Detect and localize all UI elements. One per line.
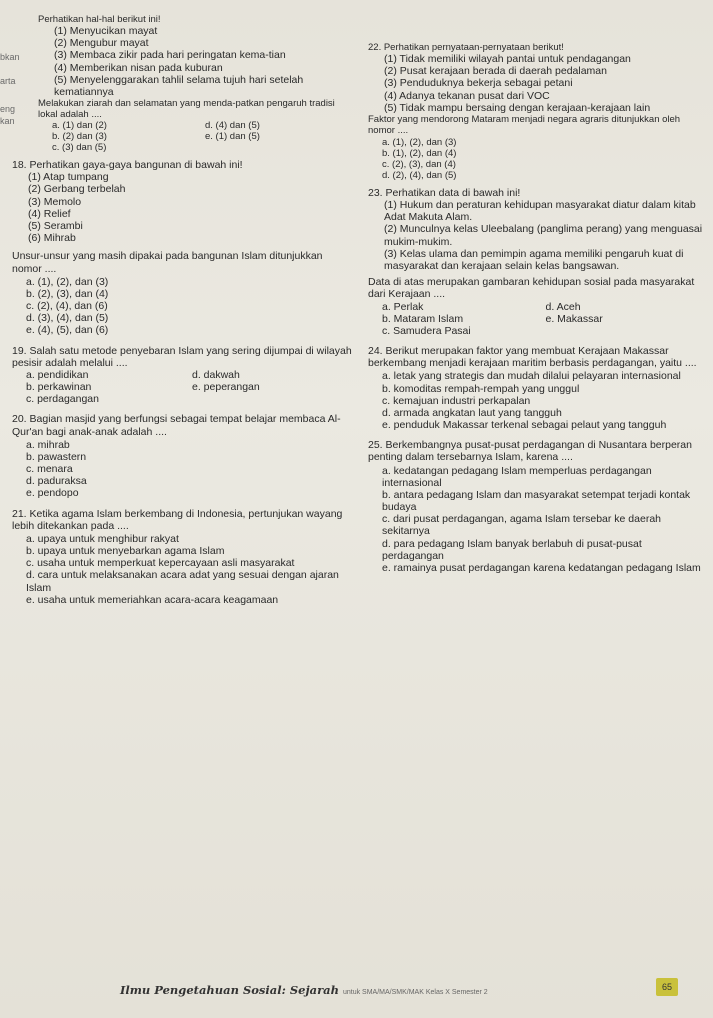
answer-option[interactable]: a. (1) dan (2) xyxy=(52,120,107,132)
answer-option[interactable]: d. cara untuk melaksanakan acara adat yang sesuai dengan ajaran Islam xyxy=(26,569,339,594)
margin-fragment: arta xyxy=(0,76,16,86)
answer-option[interactable]: b. (1), (2), dan (4) xyxy=(382,147,457,159)
statement-item: (2) Pusat kerajaan berada di daerah pedalaman xyxy=(384,65,607,78)
answer-option[interactable]: b. pawastern xyxy=(26,450,87,463)
answer-option[interactable]: d. dakwah xyxy=(192,368,240,381)
answer-option[interactable]: b. (2) dan (3) xyxy=(52,131,107,143)
answer-option[interactable]: a. letak yang strategis dan mudah dilalui pelayaran internasional xyxy=(382,370,681,383)
question-20 xyxy=(12,413,352,499)
answer-option[interactable]: a. pendidikan xyxy=(26,368,89,381)
building-item: (5) Serambi xyxy=(28,219,83,232)
building-item: (3) Memolo xyxy=(28,195,82,208)
answer-option[interactable]: c. (2), (4), dan (6) xyxy=(26,300,108,313)
building-item: (1) Atap tumpang xyxy=(28,171,109,184)
question-text: 23. Perhatikan data di bawah ini! xyxy=(368,186,521,199)
left-column xyxy=(12,14,352,610)
statement-item: (1) Tidak memiliki wilayah pantai untuk pendagangan xyxy=(384,53,631,66)
answer-option[interactable]: d. (3), (4), dan (5) xyxy=(26,312,109,325)
statement-item: (4) Adanya tekanan pusat dari VOC xyxy=(384,89,550,102)
answer-option[interactable]: c. (2), (3), dan (4) xyxy=(382,158,456,170)
question-25 xyxy=(368,439,703,574)
building-item: (2) Gerbang terbelah xyxy=(28,183,126,196)
answer-option[interactable]: a. (1), (2), dan (3) xyxy=(26,275,109,288)
answer-option[interactable]: c. Samudera Pasai xyxy=(382,324,471,337)
answer-option[interactable]: c. perdagangan xyxy=(26,393,99,406)
question-19 xyxy=(12,345,352,406)
answer-option[interactable]: d. (4) dan (5) xyxy=(205,120,260,132)
margin-fragment: bkan xyxy=(0,52,20,62)
question-text: Perhatikan hal-hal berikut ini! xyxy=(38,14,161,25)
question-21 xyxy=(12,508,352,606)
question-text: 19. Salah satu metode penyebaran Islam yang sering dijumpai di wilayah pesisir adalah melalui .... xyxy=(12,344,352,369)
question-text: 24. Berikut merupakan faktor yang membuat Kerajaan Makassar berkembang menjadi kerajaan maritim berbasis perdagangan, yaitu .... xyxy=(368,345,697,370)
page-number: 65 xyxy=(656,978,678,996)
answer-option[interactable]: c. dari pusat perdagangan, agama Islam tersebar ke daerah sekitarnya xyxy=(382,513,662,538)
statement-item: (3) Membaca zikir pada hari peringatan kema-tian xyxy=(54,49,286,62)
answer-option[interactable]: e. Makassar xyxy=(545,312,603,325)
answer-option[interactable]: e. ramainya pusat perdagangan karena kedatangan pedagang Islam xyxy=(382,561,701,574)
page-footer xyxy=(120,983,650,997)
answer-option[interactable]: d. armada angkatan laut yang tangguh xyxy=(382,406,562,419)
answer-option[interactable]: c. usaha untuk memperkuat kepercayaan asli masyarakat xyxy=(26,557,295,570)
question-text: 21. Ketika agama Islam berkembang di Indonesia, pertunjukan wayang lebih ditekankan pada .... xyxy=(12,507,343,532)
book-subtitle: untuk SMA/MA/SMK/MAK Kelas X Semester 2 xyxy=(342,989,488,996)
answer-option[interactable]: a. kedatangan pedagang Islam memperluas perdagangan internasional xyxy=(382,464,652,489)
answer-option[interactable]: e. pendopo xyxy=(26,487,79,500)
question-prompt: Faktor yang mendorong Mataram menjadi negara agraris ditunjukkan oleh nomor .... xyxy=(368,113,681,136)
margin-fragment: kan xyxy=(0,116,15,126)
answer-option[interactable]: c. kemajuan industri perkapalan xyxy=(382,394,531,407)
margin-fragment: eng xyxy=(0,104,16,114)
answer-option[interactable]: e. (4), (5), dan (6) xyxy=(26,324,109,337)
statement-item: (4) Memberikan nisan pada kuburan xyxy=(54,61,223,74)
statement-item: (1) Menyucikan mayat xyxy=(54,25,158,38)
question-18 xyxy=(12,159,352,336)
answer-option[interactable]: e. penduduk Makassar terkenal sebagai pelaut yang tangguh xyxy=(382,419,667,432)
question-17 xyxy=(38,14,352,153)
answer-option[interactable]: d. Aceh xyxy=(545,300,581,313)
right-column xyxy=(368,14,703,578)
question-prompt: Melakukan ziarah dan selamatan yang menda-patkan pengaruh tradisi lokal adalah .... xyxy=(38,98,335,121)
answer-option[interactable]: a. Perlak xyxy=(382,300,424,313)
answer-option[interactable]: b. Mataram Islam xyxy=(382,312,464,325)
question-text: 22. Perhatikan pernyataan-pernyataan berikut! xyxy=(368,42,564,53)
answer-option[interactable]: b. komoditas rempah-rempah yang unggul xyxy=(382,382,580,395)
question-text: 25. Berkembangnya pusat-pusat perdagangan di Nusantara berperan penting dalam tersebarnya Islam, karena .... xyxy=(368,439,692,464)
question-text: 18. Perhatikan gaya-gaya bangunan di bawah ini! xyxy=(12,159,243,172)
statement-item: (3) Penduduknya bekerja sebagai petani xyxy=(384,77,573,90)
book-title: Ilmu Pengetahuan Sosial: Sejarah xyxy=(120,983,339,997)
answer-option[interactable]: d. (2), (4), dan (5) xyxy=(382,169,457,181)
answer-option[interactable]: b. (2), (3), dan (4) xyxy=(26,287,109,300)
data-item: (1) Hukum dan peraturan kehidupan masyarakat diatur dalam kitab Adat Makuta Alam. xyxy=(384,199,696,224)
question-prompt: Data di atas merupakan gambaran kehidupan sosial pada masyarakat dari Kerajaan .... xyxy=(368,276,695,301)
answer-option[interactable]: a. mihrab xyxy=(26,438,70,451)
answer-option[interactable]: d. paduraksa xyxy=(26,475,87,488)
answer-option[interactable]: e. peperangan xyxy=(192,381,260,394)
question-prompt: Unsur-unsur yang masih dipakai pada bangunan Islam ditunjukkan nomor .... xyxy=(12,250,323,275)
data-item: (3) Kelas ulama dan pemimpin agama memiliki pengaruh kuat di masyarakat dan kerajaan selain kelas bangsawan. xyxy=(384,247,684,272)
data-item: (2) Munculnya kelas Uleebalang (panglima perang) yang menguasai mukim-mukim. xyxy=(384,223,703,248)
answer-option[interactable]: a. (1), (2), dan (3) xyxy=(382,136,457,148)
answer-option[interactable]: d. para pedagang Islam banyak berlabuh di pusat-pusat perdagangan xyxy=(382,537,642,562)
question-text: 20. Bagian masjid yang berfungsi sebagai tempat belajar membaca Al-Qur'an bagi anak-anak adalah .... xyxy=(12,413,341,438)
answer-option[interactable]: b. antara pedagang Islam dan masyarakat setempat terjadi kontak budaya xyxy=(382,488,691,514)
building-item: (6) Mihrab xyxy=(28,232,76,245)
answer-option[interactable]: e. (1) dan (5) xyxy=(205,131,260,143)
building-item: (4) Relief xyxy=(28,207,71,220)
question-text-body: Perhatikan gaya-gaya bangunan di bawah ini! xyxy=(29,159,243,172)
question-23 xyxy=(368,187,703,337)
answer-option[interactable]: c. menara xyxy=(26,463,73,476)
question-24 xyxy=(368,345,703,431)
answer-option[interactable]: b. upaya untuk menyebarkan agama Islam xyxy=(26,545,225,558)
answer-option[interactable]: a. upaya untuk menghibur rakyat xyxy=(26,532,179,545)
answer-option[interactable]: c. (3) dan (5) xyxy=(52,142,107,154)
answer-option[interactable]: e. usaha untuk memeriahkan acara-acara keagamaan xyxy=(26,593,279,606)
answer-option[interactable]: b. perkawinan xyxy=(26,381,92,394)
statement-item: (5) Tidak mampu bersaing dengan kerajaan-kerajaan lain xyxy=(384,101,651,114)
statement-item: (2) Mengubur mayat xyxy=(54,37,149,50)
statement-item: (5) Menyelenggarakan tahlil selama tujuh hari setelah kematiannya xyxy=(54,73,304,98)
question-22 xyxy=(368,42,703,181)
